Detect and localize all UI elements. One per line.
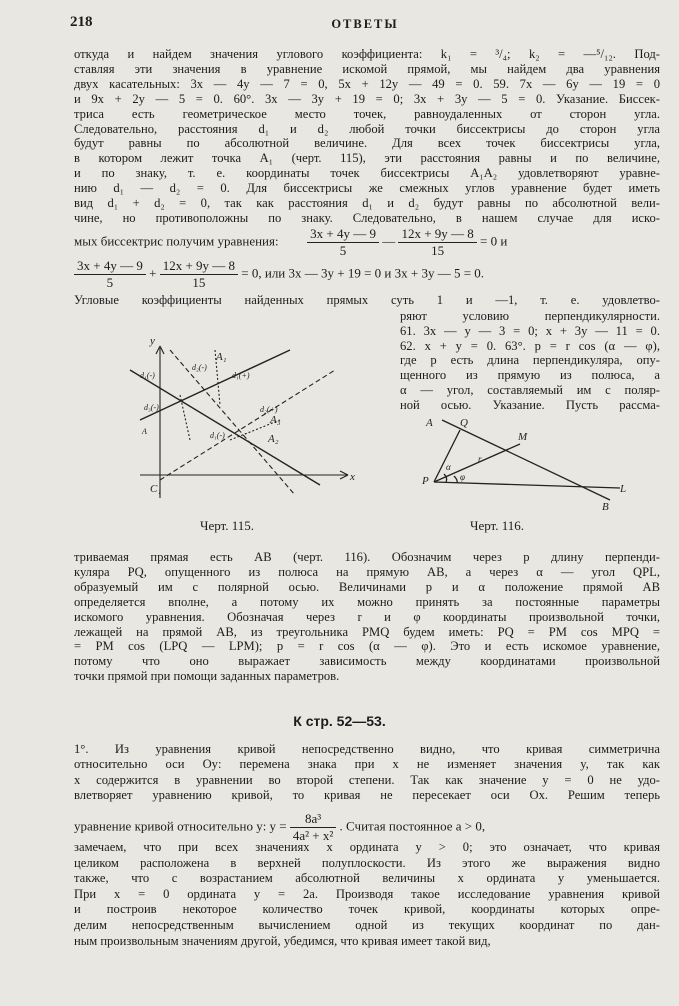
- text-line: точки прямой при помощи заданных параметров.: [74, 669, 340, 684]
- text-line: ставляя эти значения в уравнение искомой прямой, мы найдем два уравнения: [74, 61, 660, 76]
- equation-line-2: [74, 258, 660, 291]
- text-line: Следовательно, расстояния d₁ и d₂ любой точки биссектрисы до сторон угла: [74, 121, 660, 136]
- text-line: определяется вполне, а потому их можно принять за постоянные параметры: [74, 594, 660, 609]
- fig115-label-d1m: d₁(-): [140, 371, 155, 380]
- fig115-label-d2p: d₂(+): [260, 405, 278, 414]
- fig115-label-A: A: [142, 427, 147, 436]
- text-line: и по знаку, т. е. координаты точек биссектрисы A₁A₂ удовлетворяют уравне-: [74, 166, 660, 181]
- text-line: искомого уравнения. Обозначая через r и φ координаты произвольной точки,: [74, 609, 660, 624]
- equation-lead: уравнение кривой относительно y: y =: [74, 818, 287, 834]
- denominator: 5: [106, 275, 114, 290]
- text-line: = PM cos (LPQ — LPM); p = r cos (α — φ). Это и есть искомое уравнение,: [74, 639, 660, 654]
- fraction: [307, 226, 379, 259]
- text-line: нию d₁ — d₂ = 0. Для биссектрисы же смежных углов уравнение будет иметь: [74, 181, 660, 196]
- equation-tail: = 0 и: [480, 233, 508, 249]
- text-line: двух касательных: 3x — 4y — 7 = 0, 5x + 12y — 49 = 0. 59. 7x — 6y — 19 = 0: [74, 76, 660, 91]
- text-line: лежащей на прямой AB, из треугольника PMQ будем иметь: PQ = PM cos MPQ =: [74, 624, 660, 639]
- fig115-label-A3: A₃: [270, 414, 281, 426]
- text-line: замечаем, что при всех значениях x ордината y > 0; это означает, что кривая: [74, 840, 660, 854]
- fig115-label-d3: d₃(-): [144, 403, 159, 412]
- denominator: 15: [431, 243, 445, 258]
- fig116-label-phi: φ: [460, 472, 465, 482]
- fig116-label-B: B: [602, 501, 609, 512]
- equation-lead: мых биссектрис получим уравнения:: [74, 233, 279, 249]
- fig116-label-P: P: [422, 475, 429, 487]
- numerator: 12x + 9y — 8: [398, 226, 476, 243]
- fraction: [398, 226, 476, 259]
- fig115-label-y: y: [150, 335, 155, 347]
- polar-axis: [434, 482, 620, 488]
- text-line: вид d₁ + d₂ = 0, так как расстояния d₁ и d₂ будут равны по абсолютной вели-: [74, 196, 660, 210]
- running-title: ОТВЕТЫ: [331, 17, 399, 31]
- equation-tail: . Считая постоянное a > 0,: [339, 818, 486, 834]
- text-line: ным произвольным значениям другой, убедимся, что кривая имеет такой вид,: [74, 933, 491, 948]
- fig116-label-M: M: [518, 431, 528, 443]
- text-line: При x = 0 ордината y = 2a. Производя такое исследование уравнения кривой: [74, 886, 660, 901]
- figure-115: [120, 330, 360, 515]
- bisector-1: [160, 370, 335, 480]
- fig116-label-L: L: [620, 483, 627, 495]
- numerator: 8a³: [290, 811, 336, 828]
- section-title: К стр. 52—53.: [293, 713, 386, 729]
- text-line: x содержится в уравнении во второй степени. Так как значение y = 0 не удо-: [74, 772, 660, 787]
- fig116-label-A: A: [426, 417, 433, 429]
- fig116-caption: Черт. 116.: [470, 518, 525, 533]
- equation-line-1: [74, 226, 660, 259]
- figure-116: [420, 412, 640, 512]
- fig115-label-d4: d₁(-): [210, 431, 225, 440]
- numerator: 3x + 4y — 9: [74, 258, 146, 275]
- fig115-caption: Черт. 115.: [200, 518, 255, 533]
- fig115-label-d2m: d₂(-): [192, 363, 207, 372]
- denominator: 15: [192, 275, 206, 290]
- equation-tail: = 0, или 3x — 3y + 19 = 0 и 3x + 3y — 5 = 0.: [241, 265, 485, 281]
- text-line: в котором лежит точка A₁ (черт. 115), эти расстояния равны и по величине,: [74, 151, 660, 166]
- operator: —: [382, 233, 396, 249]
- text-line: целиком расположена в верхней полуплоскости. Из этого же выражения видно: [74, 855, 660, 870]
- text-line: ной осью. Указание. Пусть рассма-: [400, 397, 660, 412]
- fig116-label-Q: Q: [460, 417, 468, 429]
- side-line-1: [130, 370, 320, 485]
- text-line: щенного из прямую из полюса, а: [400, 368, 660, 383]
- fig116-label-alpha: α: [446, 462, 451, 472]
- text-line: потому что оно выражает зависимость между координатами произвольной: [74, 654, 660, 669]
- text-line: 1°. Из уравнения кривой непосредственно видно, что кривая симметрична: [74, 742, 660, 756]
- text-line: триваемая прямая есть AB (черт. 116). Обозначим через p длину перпенди-: [74, 550, 660, 564]
- text-line: будут равны по абсолютной величине. Для всех точек биссектрисы угла,: [74, 136, 660, 151]
- text-line: ряют условию перпендикулярности.: [400, 309, 660, 323]
- fraction: [74, 258, 146, 291]
- fig115-label-A2: A₂: [268, 433, 279, 445]
- fraction: [160, 258, 238, 291]
- text-line: и 9x + 2y — 5 = 0. 60°. 3x — 3y + 19 = 0; 3x + 3y — 5 = 0. Указание. Биссек-: [74, 91, 660, 106]
- operator: +: [149, 265, 157, 281]
- text-line: триса есть геометрическое место точек, равноудаленных от сторон угла.: [74, 106, 660, 121]
- text-line: 61. 3x — y — 3 = 0; x + 3y — 11 = 0.: [400, 323, 660, 338]
- denominator: 5: [339, 243, 347, 258]
- text-line: α — угол, составляемый им с поляр-: [400, 383, 660, 397]
- numerator: 3x + 4y — 9: [307, 226, 379, 243]
- text-line: 62. x + y = 0. 63°. p = r cos (α — φ),: [400, 338, 660, 353]
- fig115-label-x: x: [350, 471, 355, 483]
- text-line: также, что с возрастанием абсолютной величины x ордината y уменьшается.: [74, 871, 660, 886]
- fig115-label-A1: A₁: [216, 351, 227, 363]
- denominator: 4a² + x²: [292, 828, 334, 843]
- text-line: влетворяет уравнению кривой, то кривая не пересекает оси Ox. Решим теперь: [74, 787, 660, 802]
- fig116-label-r: r: [478, 454, 482, 464]
- text-line: куляра PQ, опущенного из полюса на прямую AB, а через α — угол QPL,: [74, 564, 660, 579]
- text-line: образуемый им с полярной осью. Величинами p и α положение прямой AB: [74, 579, 660, 594]
- text-line: делим непосредственным вычислением одной из текущих координат по дан-: [74, 918, 660, 932]
- numerator: 12x + 9y — 8: [160, 258, 238, 275]
- text-line: относительно оси Oy: перемена знака при x не изменяет значения y, так как: [74, 757, 660, 772]
- text-line: и построив некоторое количество точек кривой, координаты которых опре-: [74, 902, 660, 917]
- page-number: 218: [70, 14, 93, 30]
- text-line: чине, но противоположны по знаку. Следовательно, в нашем случае для иско-: [74, 210, 660, 225]
- fig115-label-C1: C₁: [150, 483, 162, 495]
- text-line: где p есть длина перпендикуляра, опу-: [400, 353, 660, 368]
- page-header: [70, 14, 660, 34]
- text-line: Угловые коэффициенты найденных прямых суть 1 и —1, т. е. удовлетво-: [74, 293, 660, 307]
- fig115-label-d1p: d₁(+): [232, 371, 250, 380]
- perpendicular-PQ: [434, 430, 460, 482]
- text-line: откуда и найдем значения углового коэффициента: k₁ = ³/₄; k₂ = —⁵/₁₂. Под-: [74, 47, 660, 61]
